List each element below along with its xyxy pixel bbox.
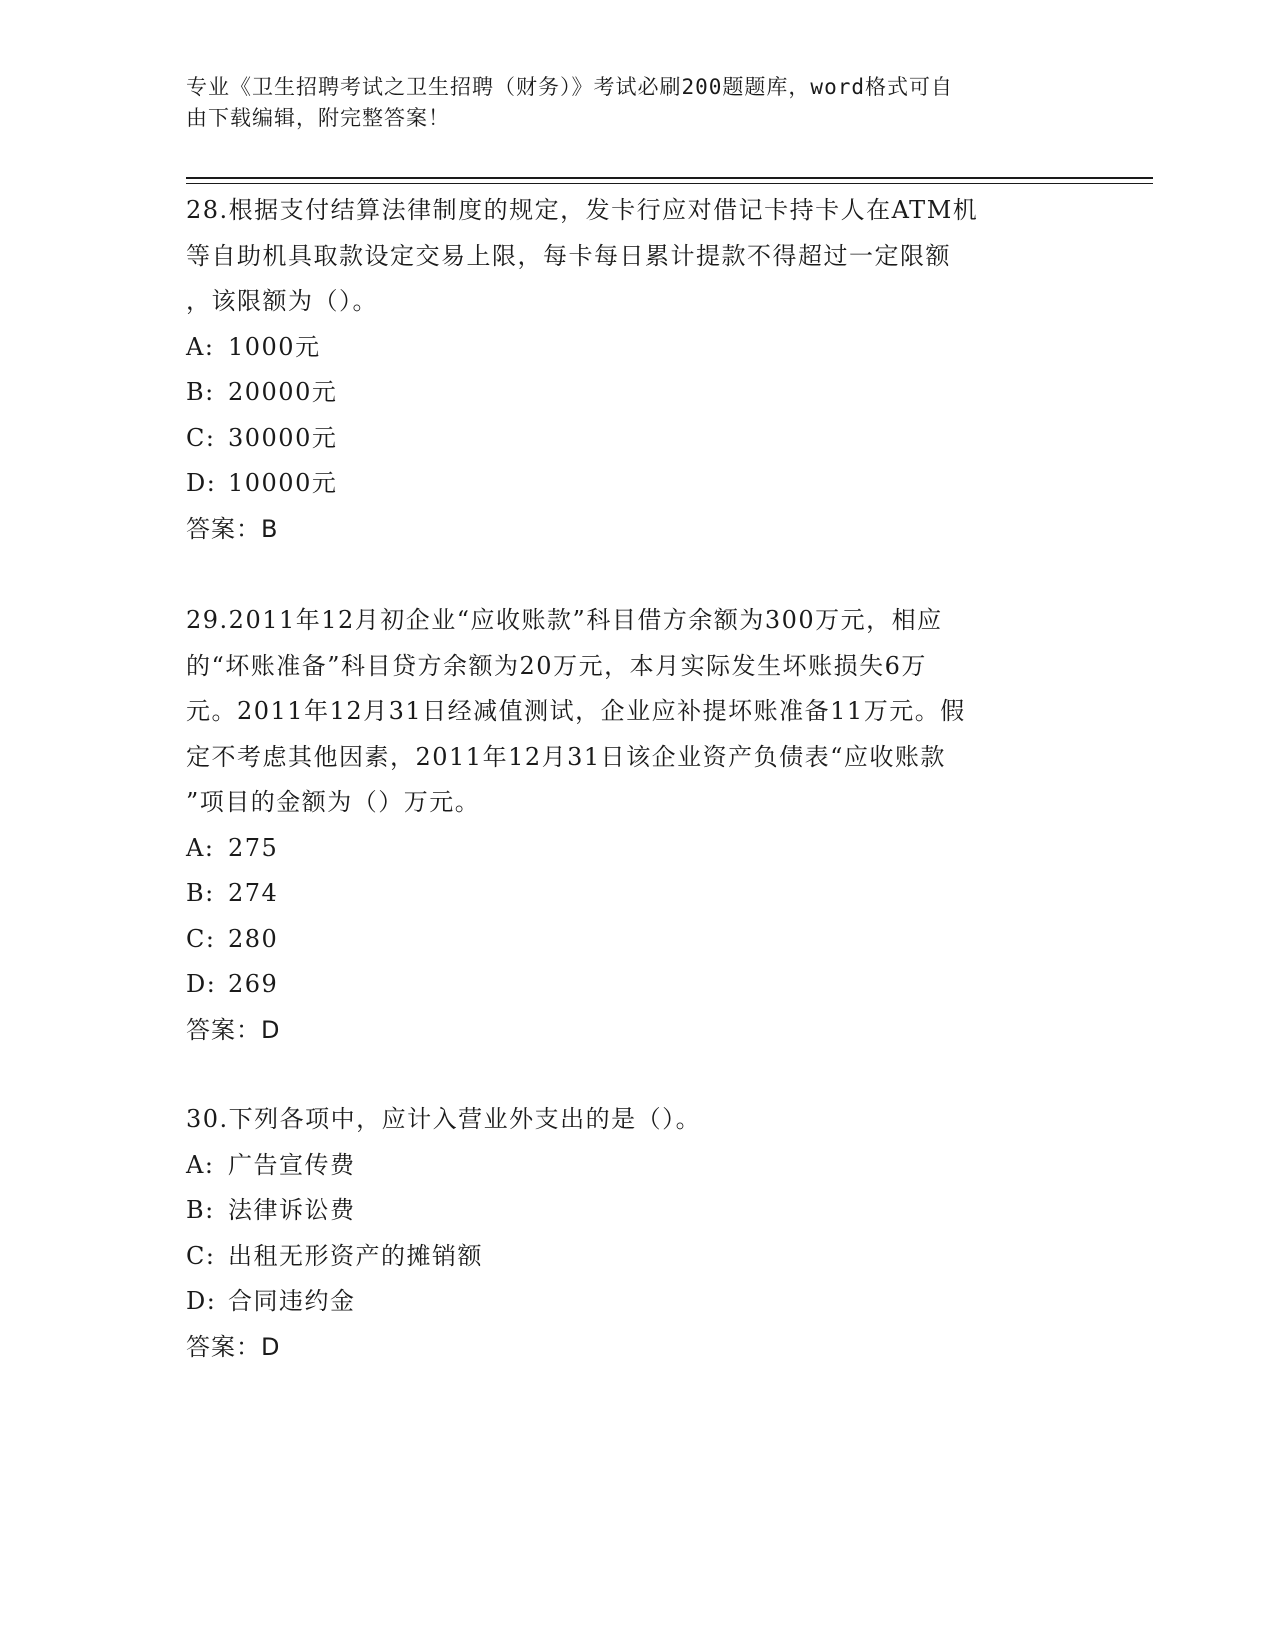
question-text-line: 29.2011年12月初企业“应收账款”科目借方余额为300万元，相应: [186, 606, 943, 634]
option-text: 出租无形资产的摊销额: [228, 1241, 483, 1270]
header-divider-thin: [186, 183, 1153, 184]
option-text: 合同违约金: [228, 1287, 356, 1315]
option-a: [186, 1143, 1086, 1189]
option-text: 30000元: [228, 423, 338, 452]
option-text: 275: [228, 833, 279, 862]
option-key: D:: [186, 970, 217, 998]
question-30: [186, 1097, 1086, 1370]
question-29: [186, 598, 1086, 1053]
question-text-line: 元。2011年12月31日经减值测试，企业应补提坏账准备11万元。假: [186, 697, 966, 725]
option-key: A:: [186, 1150, 215, 1179]
option-text: 10000元: [228, 469, 338, 497]
option-key: C:: [186, 1241, 216, 1270]
option-b: [186, 370, 1086, 416]
document-header: [186, 72, 1066, 134]
answer-label: 答案：B: [186, 514, 279, 543]
question-text-line: ，该限额为（）。: [186, 287, 378, 315]
question-text-line: ”项目的金额为（）万元。: [186, 788, 481, 816]
option-d: [186, 962, 1086, 1008]
option-c: [186, 917, 1086, 963]
option-text: 20000元: [228, 378, 338, 406]
question-text-line: 定不考虑其他因素，2011年12月31日该企业资产负债表“应收账款: [186, 742, 946, 771]
answer-label: 答案：D: [186, 1332, 281, 1361]
option-key: D:: [186, 469, 217, 497]
question-28: [186, 188, 1086, 552]
option-key: B:: [186, 879, 215, 907]
option-a: [186, 325, 1086, 371]
option-key: A:: [186, 332, 215, 361]
option-c: [186, 416, 1086, 462]
option-key: C:: [186, 924, 216, 953]
option-text: 274: [228, 879, 279, 907]
option-key: A:: [186, 833, 215, 862]
question-text-line: 的“坏账准备”科目贷方余额为20万元，本月实际发生坏账损失6万: [186, 651, 927, 680]
option-key: D:: [186, 1287, 217, 1315]
option-b: [186, 871, 1086, 917]
option-d: [186, 1279, 1086, 1325]
question-text-line: 30.下列各项中，应计入营业外支出的是（）。: [186, 1105, 702, 1133]
header-line-2: 由下载编辑，附完整答案！: [186, 106, 450, 130]
option-b: [186, 1188, 1086, 1234]
option-text: 280: [228, 924, 279, 953]
option-text: 1000元: [228, 332, 321, 361]
option-key: B:: [186, 378, 215, 406]
question-text-line: 等自助机具取款设定交易上限，每卡每日累计提款不得超过一定限额: [186, 241, 951, 270]
option-d: [186, 461, 1086, 507]
question-text-line: 28.根据支付结算法律制度的规定，发卡行应对借记卡持卡人在ATM机: [186, 196, 979, 224]
option-a: [186, 826, 1086, 872]
header-line-1: 专业《卫生招聘考试之卫生招聘（财务）》考试必刷200题题库，word格式可自: [186, 75, 953, 99]
option-c: [186, 1234, 1086, 1280]
option-text: 广告宣传费: [228, 1150, 356, 1179]
option-text: 法律诉讼费: [228, 1196, 356, 1224]
option-key: B:: [186, 1196, 215, 1224]
option-key: C:: [186, 423, 216, 452]
answer-label: 答案：D: [186, 1015, 281, 1044]
header-divider-thick: [186, 177, 1153, 179]
option-text: 269: [228, 970, 279, 998]
